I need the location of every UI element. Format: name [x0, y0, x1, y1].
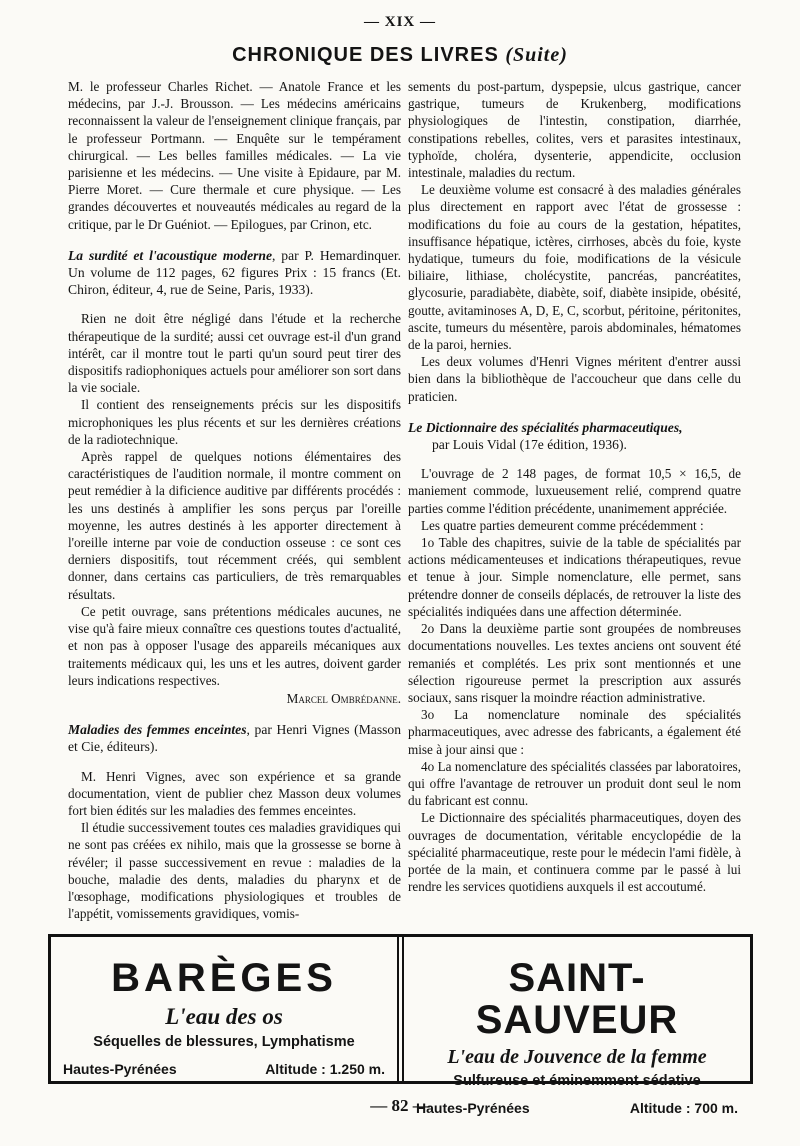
review-meta: , par Henri Vignes (Masson et Cie, éditeurs). [68, 722, 401, 755]
ad-altitude: Altitude : 1.250 m. [265, 1061, 385, 1077]
review-heading-surdite [68, 247, 401, 299]
review-title: Maladies des femmes enceintes [68, 722, 247, 738]
ad-bareges [51, 937, 399, 1081]
review-paragraph: L'ouvrage de 2 148 pages, de format 10,5 × 16,5, de maniement commode, luxueusement relié, comprend quatre parties comme l'édition précédente, unanimement appréciée. [408, 466, 741, 516]
page-number-roman: — XIX — [363, 14, 436, 30]
ad-description: Sulfureuse et éminemment sédative [453, 1073, 701, 1089]
review-paragraph: 4o La nomenclature des spécialités classées par laboratoires, qui offre l'avantage de retrouver un produit dont seul le nom du fabricant est connu. [408, 758, 741, 809]
review-paragraph: 2o Dans la deuxième partie sont groupées de nombreuses documentations nouvelles. Les textes anciens ont souvent été remaniés et complétés. Les prix sont mentionnés et une sélection rigoureuse permet la prescription aux assurés sociaux, sans risquer la moindre réaction administrative. [408, 621, 741, 705]
review-paragraph: 1o Table des chapitres, suivie de la table de spécialités par actions médicamenteuses et indications thérapeutiques, revue et tenue à jour. Simple nomenclature, elle permet, sans prétendre donner de conseils déplacés, de retrouver la liste des spécialités indiquées dans une affection déterminée. [408, 535, 741, 619]
section-title [0, 44, 800, 67]
ad-tagline: L'eau de Jouvence de la femme [447, 1046, 707, 1068]
ad-tagline: L'eau des os [165, 1004, 283, 1029]
review-title: La surdité et l'acoustique moderne [68, 247, 272, 263]
ad-region: Hautes-Pyrénées [416, 1100, 530, 1116]
section-title-text: CHRONIQUE DES LIVRES [232, 44, 499, 66]
ad-name: SAINT-SAUVEUR [475, 956, 679, 1042]
review-heading-maladies [68, 721, 401, 755]
review-paragraph: Il étudie successivement toutes ces maladies gravidiques qui ne sont pas créées ex nihilo, mais que la grossesse se borne à révéler; il passe successivement en revue : maladies de la bouche, maladie des dents, maladies du pharynx et de l'œsophage, modifications physiologiques et troubles de l'appétit, vomissements gravidiques, vomis- [68, 820, 401, 922]
review-paragraph: Les quatre parties demeurent comme précédemment : [421, 517, 704, 533]
review-paragraph: Le deuxième volume est consacré à des maladies générales plus directement en rapport avec l'état de grossesse : modifications du foie au cours de la gestation, hépatites, insuffisance hépatique, ictères, cirrhoses, abcès du foie, kyste hydatique, tumeurs du foie, modifications de la vésicule biliaire, lithiase, cholécystite, pancréas, pancréatites, glycosurie, paradiabète, diabète, soif, diabète insipide, obésité, goutte, avitaminoses A, D, E, C, scorbut, péritoine, péritonites, ascite, tumeurs du mésentère, parois abdominales, hématomes de la paroi, hernies. [408, 182, 741, 353]
section-title-suffix: (Suite) [505, 44, 568, 66]
review-paragraph: 3o La nomenclature nominale des spécialités pharmaceutiques, avec adresse des fabricants, a également été mise à jour ainsi que : [408, 707, 741, 757]
review-paragraph: Les deux volumes d'Henri Vignes méritent d'entrer aussi bien dans la bibliothèque de l'accoucheur que dans celle du praticien. [408, 354, 741, 404]
review-title: Le Dictionnaire des spécialités pharmaceutiques, [408, 419, 683, 435]
review-meta: par Louis Vidal (17e édition, 1936). [432, 437, 627, 453]
review-meta: , par P. Hemardinquer. Un volume de 112 pages, 62 figures Prix : 15 francs (Et. Chiron, éditeur, 4, rue de Seine, Paris, 1933). [68, 247, 401, 298]
ad-description: Séquelles de blessures, Lymphatisme [93, 1034, 355, 1050]
ad-region: Hautes-Pyrénées [63, 1061, 177, 1077]
ad-altitude: Altitude : 700 m. [629, 1100, 738, 1116]
review-paragraph: Le Dictionnaire des spécialités pharmaceutiques, doyen des ouvrages de documentation, véritable encyclopédie de la spécialité pharmaceutique, reste pour le médecin l'ami fidèle, à portée de la main, et continuera comme par le passé à lui rendre les services quotidiens auxquels il est accoutumé. [408, 810, 741, 895]
review-paragraph: Rien ne doit être négligé dans l'étude et la recherche thérapeutique de la surdité; aussi cet ouvrage est-il d'un grand intérêt, car il montre tout le parti qu'un sourd peut tirer des dispositifs radiophoniques actuels pour améliorer son sort dans la vie sociale. [68, 311, 401, 396]
left-column [68, 78, 401, 922]
ad-saint-sauveur [402, 937, 750, 1116]
page-number: — 82 — [370, 1096, 430, 1115]
intro-paragraph: M. le professeur Charles Richet. — Anatole France et les médecins, par J.-J. Brousson. — Les médecins américains reconnaissent la valeur de l'enseignement clinique français, par le professeur Portmann. — Enquête sur le tempérament chirurgical. — Les belles familles médicales. — La vie parisienne et les médecins. — Une visite à Epidaure, par M. Pierre Moret. — Cure thermale et cure physique. — Les grandes découvertes et nouveautés médicales au regard de la critique, par le Dr Guéniot. — Epilogues, par Crinon, etc. [68, 79, 401, 232]
review-heading-dictionnaire [408, 419, 741, 453]
review-paragraph: Il contient des renseignements précis sur les dispositifs microphoniques les plus récents et sur les dernières créations de la radiotechnique. [68, 397, 401, 447]
review-signature: Marcel Ombrédanne. [286, 690, 401, 706]
review-paragraph: M. Henri Vignes, avec son expérience et sa grande documentation, vient de publier chez Masson deux volumes fort bien édités sur les maladies des femmes enceintes. [68, 768, 401, 818]
right-column [408, 78, 741, 895]
review-paragraph: Ce petit ouvrage, sans prétentions médicales aucunes, ne vise qu'à faire mieux connaître ces questions toutes d'actualité, et non pas à opposer l'usage des appareils mécaniques aux traitements médicaux qui, les uns et les autres, doivent garder leurs indications respectives. [68, 603, 401, 688]
ad-name: BARÈGES [111, 956, 337, 1000]
ad-footer [61, 1061, 387, 1077]
review-paragraph: sements du post-partum, dyspepsie, ulcus gastrique, cancer gastrique, tumeurs de Krukenberg, modifications physiologiques de l'intestin, constipation, diarrhée, constipations rebelles, colites, vers et parasites intestinaux, typhoïde, choléra, dysenterie, appendicite, occlusion intestinale, maladies du rectum. [408, 79, 741, 181]
review-paragraph: Après rappel de quelques notions élémentaires des caractéristiques de l'audition normale, il montre comment on peut remédier à la dificience auditive par différents procédés : les uns destinés à amplifier les sons perçus par l'oreille moyenne, les autres destinés à les apporter directement à l'oreille interne par voie de conduction osseuse : ce sont ces derniers dispositifs, tout récemment créés, qui semblent donner, dans certains cas particuliers, de très remarquables résultats. [68, 449, 401, 602]
